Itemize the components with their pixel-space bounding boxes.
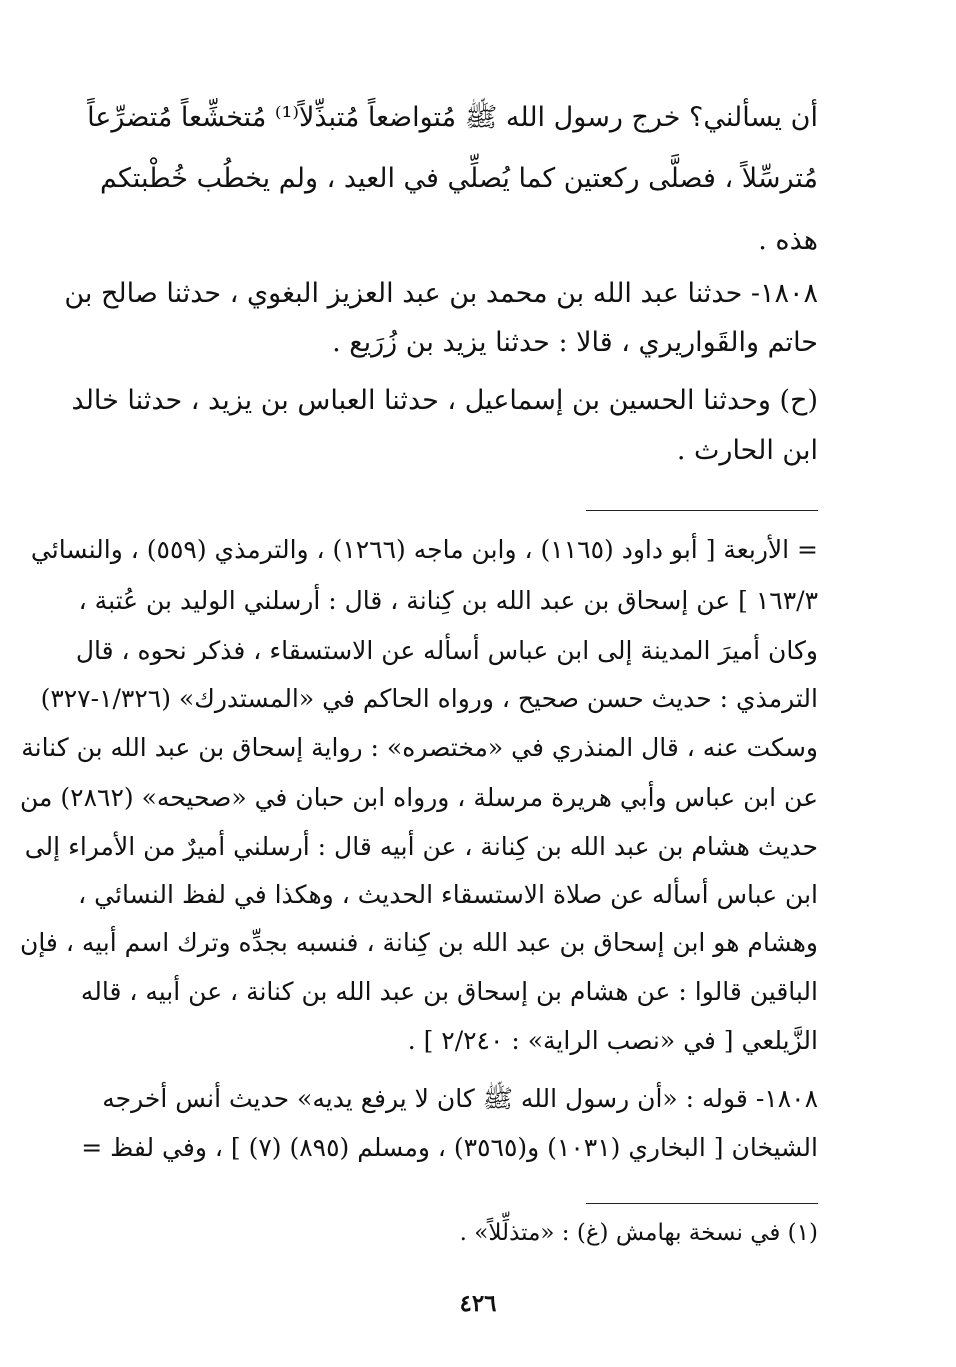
commentary-line-7: حديث هشام بن عبد الله بن كِنانة ، عن أبيه قال : أرسلني أميرٌ من الأمراء إلى [24,832,818,861]
commentary-line-3: وكان أميرَ المدينة إلى ابن عباس أسأله عن الاستسقاء ، فذكر نحوه ، قال [75,636,818,665]
footnote-separator [586,1203,818,1204]
main-line-2: مُترسِّلاً ، فصلَّى ركعتين كما يُصلِّي في العيد ، ولم يخطُب خُطْبتكم [99,163,818,194]
commentary-line-5: وسكت عنه ، قال المنذري في «مختصره» : رواية إسحاق بن عبد الله بن كنانة [21,733,818,762]
main-line-1: أن يسألني؟ خرج رسول الله ﷺ مُتواضعاً مُتبذِّلاً⁽¹⁾ مُتخشِّعاً مُتضرِّعاً [87,102,818,133]
main-line-7: ابن الحارث . [676,435,818,466]
main-line-3: هذه . [758,225,818,256]
main-line-5: حاتم والقَواريري ، قالا : حدثنا يزيد بن زُرَيع . [332,327,818,358]
commentary-line-1: = الأربعة [ أبو داود (١١٦٥) ، وابن ماجه (١٢٦٦) ، والترمذي (٥٥٩) ، والنسائي [30,535,818,564]
page-number: ٤٢٦ [459,1290,497,1317]
commentary-line-8: ابن عباس أسأله عن صلاة الاستسقاء الحديث ، وهكذا في لفظ النسائي ، [78,880,818,909]
commentary-line-12: ١٨٠٨- قوله : «أن رسول الله ﷺ كان لا يرفع يديه» حديث أنس أخرجه [102,1084,818,1113]
main-line-6: (ح) وحدثنا الحسين بن إسماعيل ، حدثنا العباس بن يزيد ، حدثنا خالد [71,385,818,416]
commentary-line-13: الشيخان [ البخاري (١٠٣١) و(٣٥٦٥) ، ومسلم (٨٩٥) (٧) ] ، وفي لفظ = [81,1133,818,1162]
commentary-line-10: الباقين قالوا : عن هشام بن إسحاق بن عبد الله بن كنانة ، عن أبيه ، قاله [80,977,818,1006]
commentary-line-4: الترمذي : حديث حسن صحيح ، ورواه الحاكم في «المستدرك» (١/٣٢٦-٣٢٧) [40,684,818,713]
commentary-line-6: عن ابن عباس وأبي هريرة مرسلة ، ورواه ابن حبان في «صحيحه» (٢٨٦٢) من [20,783,818,812]
commentary-line-9: وهشام هو ابن إسحاق بن عبد الله بن كِنانة ، فنسبه بجدِّه وترك اسم أبيه ، فإن [19,928,818,957]
main-separator [586,510,818,511]
main-line-4: ١٨٠٨- حدثنا عبد الله بن محمد بن عبد العزيز البغوي ، حدثنا صالح بن [64,278,818,309]
footnote-line-1: (١) في نسخة بهامش (غ) : «متذلِّلاً» . [459,1220,818,1246]
commentary-line-11: الزَّيلعي [ في «نصب الراية» : ٢/٢٤٠ ] . [407,1026,818,1055]
commentary-line-2: ١٦٣/٣ ] عن إسحاق بن عبد الله بن كِنانة ، قال : أرسلني الوليد بن عُتبة ، [78,586,818,615]
